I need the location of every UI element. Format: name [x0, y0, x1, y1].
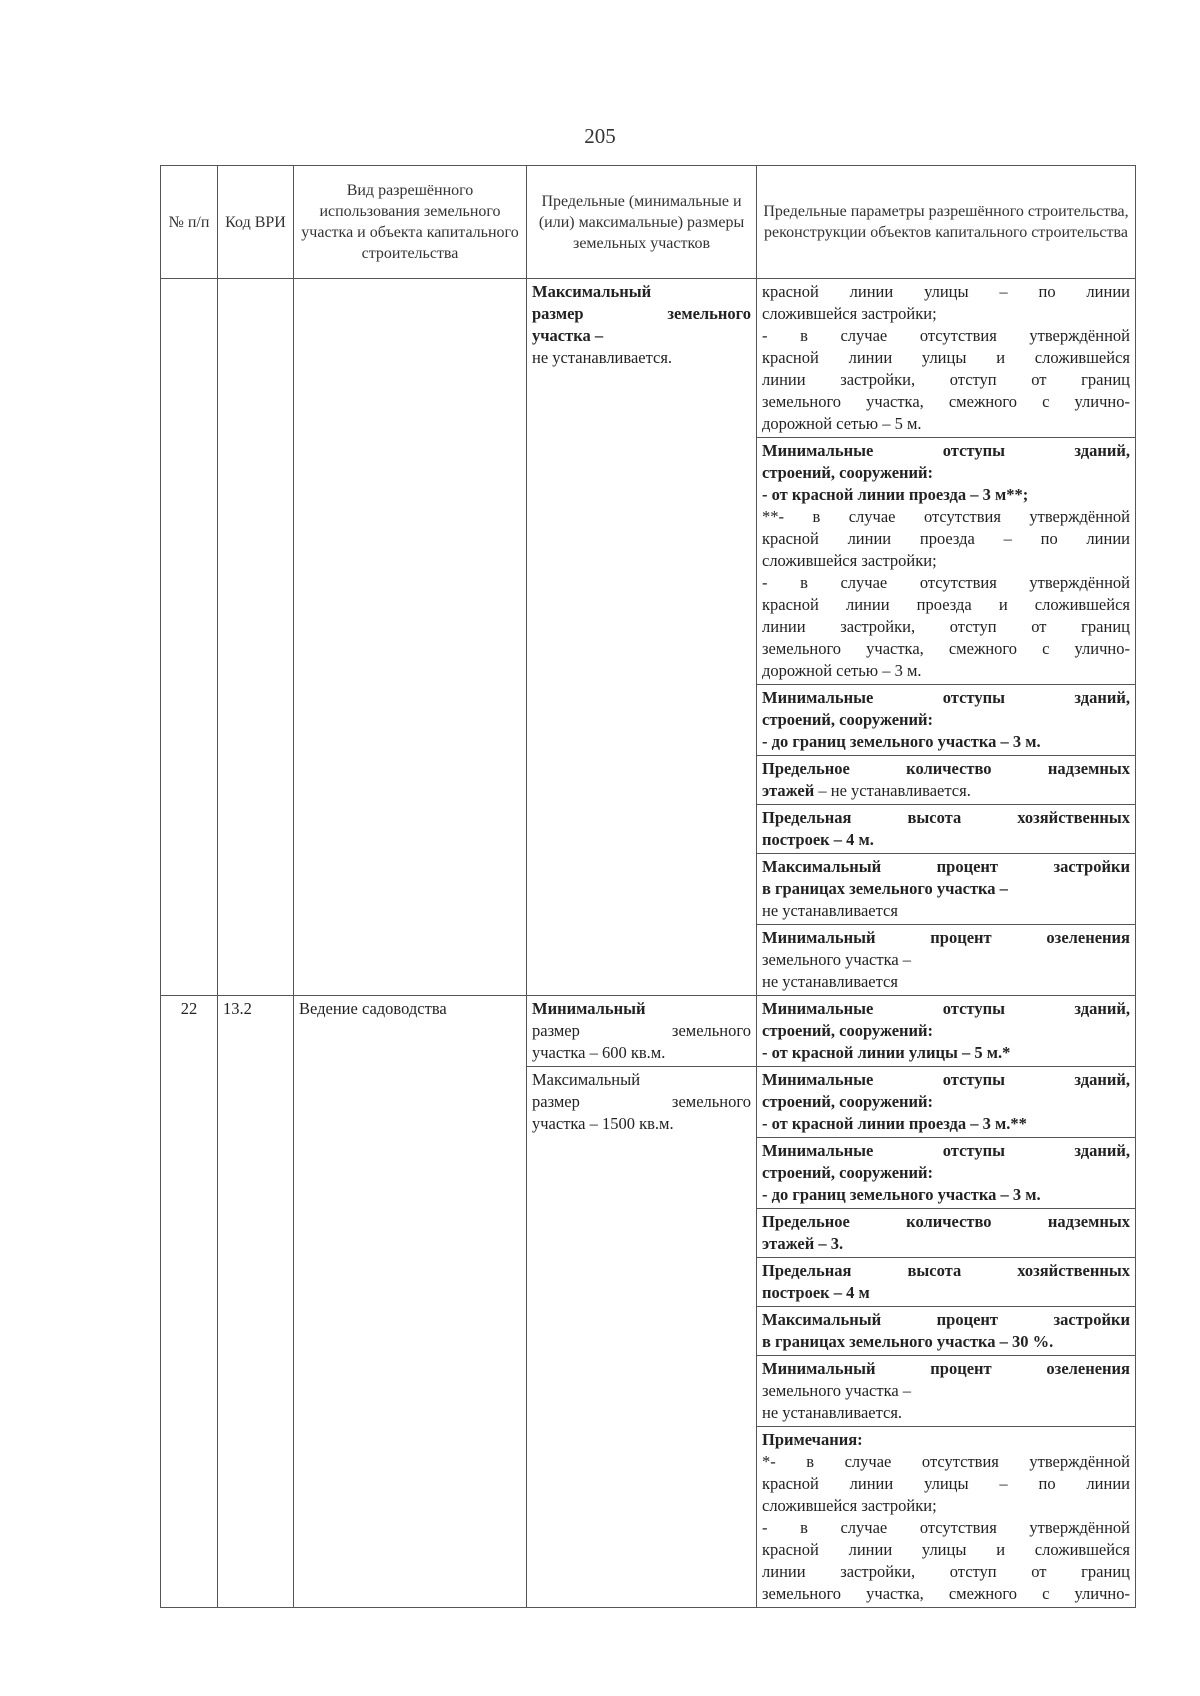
cell-size-max-prev: [527, 279, 757, 996]
header-params: Предельные параметры разрешённого строительства, реконструкции объектов капитального строительства: [757, 166, 1136, 279]
text-line: - в случае отсутствия утверждённой: [762, 326, 1130, 345]
cell-code-prev: [218, 279, 294, 996]
param-cell: [757, 925, 1136, 996]
param-cell: [757, 854, 1136, 925]
text-span: – не устанавливается.: [814, 781, 971, 800]
param-cell: [757, 1356, 1136, 1427]
text-line: строений, сооружений:: [762, 463, 934, 482]
text-line: **- в случае отсутствия утверждённой: [762, 507, 1130, 526]
text-line: Максимальный процент застройки: [762, 857, 1130, 876]
text-line: построек – 4 м: [762, 1283, 870, 1302]
text-line: - от красной линии проезда – 3 м**;: [762, 485, 1029, 504]
cell-vri-22: Ведение садоводства: [294, 996, 527, 1608]
header-vri: Вид разрешённого использования земельного участка и объекта капитального строительства: [294, 166, 527, 279]
text-line: земельного участка, смежного с улично-: [762, 639, 1130, 658]
text-line: - в случае отсутствия утверждённой: [762, 1518, 1130, 1537]
table-header-row: [161, 166, 1136, 279]
regulations-table: [160, 165, 1136, 1608]
text-line: строений, сооружений:: [762, 1021, 934, 1040]
text-line: земельного участка, смежного с улично-: [762, 1584, 1130, 1603]
text-span: этажей: [762, 781, 815, 800]
text-line: Предельное количество надземных: [762, 759, 1130, 778]
text-line: Минимальные отступы зданий,: [762, 1141, 1130, 1160]
text-line: построек – 4 м.: [762, 830, 874, 849]
text-line: - до границ земельного участка – 3 м.: [762, 732, 1041, 751]
text-line: дорожной сетью – 5 м.: [762, 414, 922, 433]
text-line: - до границ земельного участка – 3 м.: [762, 1185, 1041, 1204]
cell-num-prev: [161, 279, 218, 996]
text-line: Минимальный процент озеленения: [762, 1359, 1130, 1378]
text-line: строений, сооружений:: [762, 1092, 934, 1111]
notes-title: Примечания:: [762, 1430, 863, 1449]
text-line: не устанавливается: [762, 901, 898, 920]
text-line: Максимальный процент застройки: [762, 1310, 1130, 1329]
text-line: *- в случае отсутствия утверждённой: [762, 1452, 1130, 1471]
text-line: не устанавливается: [762, 972, 898, 991]
text-line: в границах земельного участка – 30 %.: [762, 1332, 1054, 1351]
param-cell: [757, 279, 1136, 438]
param-cell: [757, 438, 1136, 685]
text-line: красной линии улицы – по линии: [762, 282, 1130, 301]
table-row: [161, 996, 1136, 1067]
text-line: линии застройки, отступ от границ: [762, 617, 1130, 636]
text-line: земельного участка, смежного с улично-: [762, 392, 1130, 411]
text-line: размер земельного: [532, 1092, 751, 1111]
text-line: участка – 1500 кв.м.: [532, 1114, 674, 1133]
text-line: Предельная высота хозяйственных: [762, 1261, 1130, 1280]
page-number: 205: [584, 124, 616, 148]
text-line: сложившейся застройки;: [762, 1496, 937, 1515]
text-line: красной линии проезда и сложившейся: [762, 595, 1130, 614]
text-line: - от красной линии проезда – 3 м.**: [762, 1114, 1027, 1133]
param-cell: [757, 1067, 1136, 1138]
text-line: линии застройки, отступ от границ: [762, 370, 1130, 389]
text-line: строений, сооружений:: [762, 1163, 934, 1182]
param-cell: [757, 756, 1136, 805]
text-line: линии застройки, отступ от границ: [762, 1562, 1130, 1581]
text-line: Максимальный: [532, 282, 652, 301]
text-line: красной линии улицы и сложившейся: [762, 348, 1130, 367]
text-line: сложившейся застройки;: [762, 551, 937, 570]
text-line: строений, сооружений:: [762, 710, 934, 729]
text-line: размер земельного: [532, 304, 751, 323]
text-line: Минимальный процент озеленения: [762, 928, 1130, 947]
text-line: земельного участка –: [762, 950, 912, 969]
header-code: Код ВРИ: [218, 166, 294, 279]
text-line: Предельная высота хозяйственных: [762, 808, 1130, 827]
text-line: участка – 600 кв.м.: [532, 1043, 666, 1062]
cell-code-22: 13.2: [218, 996, 294, 1608]
text-line: не устанавливается.: [532, 348, 673, 367]
text-line: Минимальные отступы зданий,: [762, 999, 1130, 1018]
text-line: Минимальный: [532, 999, 646, 1018]
param-cell: [757, 1209, 1136, 1258]
param-cell: [757, 685, 1136, 756]
param-cell: [757, 996, 1136, 1067]
param-cell: [757, 1258, 1136, 1307]
cell-vri-prev: [294, 279, 527, 996]
text-line: Предельное количество надземных: [762, 1212, 1130, 1231]
text-line: красной линии улицы – по линии: [762, 1474, 1130, 1493]
text-line: - от красной линии улицы – 5 м.*: [762, 1043, 1011, 1062]
cell-size-max-22: [527, 1067, 757, 1608]
text-line: Минимальные отступы зданий,: [762, 1070, 1130, 1089]
text-line: Максимальный: [532, 1070, 641, 1089]
text-line: Минимальные отступы зданий,: [762, 688, 1130, 707]
text-line: в границах земельного участка –: [762, 879, 1008, 898]
param-cell: [757, 1307, 1136, 1356]
table-row: [161, 279, 1136, 438]
text-line: Минимальные отступы зданий,: [762, 441, 1130, 460]
text-line: земельного участка –: [762, 1381, 912, 1400]
text-line: сложившейся застройки;: [762, 304, 937, 323]
text-line: не устанавливается.: [762, 1403, 903, 1422]
text-line: красной линии проезда – по линии: [762, 529, 1130, 548]
text-line: дорожной сетью – 3 м.: [762, 661, 922, 680]
cell-num-22: 22: [161, 996, 218, 1608]
param-cell: [757, 805, 1136, 854]
text-line: красной линии улицы и сложившейся: [762, 1540, 1130, 1559]
text-line: [762, 780, 1130, 802]
header-sizes: Предельные (минимальные и (или) максимальные) размеры земельных участков: [527, 166, 757, 279]
text-line: - в случае отсутствия утверждённой: [762, 573, 1130, 592]
notes-cell: [757, 1427, 1136, 1608]
text-line: участка –: [532, 326, 604, 345]
text-line: размер земельного: [532, 1021, 751, 1040]
cell-size-min-22: [527, 996, 757, 1067]
text-line: этажей – 3.: [762, 1234, 844, 1253]
param-cell: [757, 1138, 1136, 1209]
header-num: № п/п: [161, 166, 218, 279]
